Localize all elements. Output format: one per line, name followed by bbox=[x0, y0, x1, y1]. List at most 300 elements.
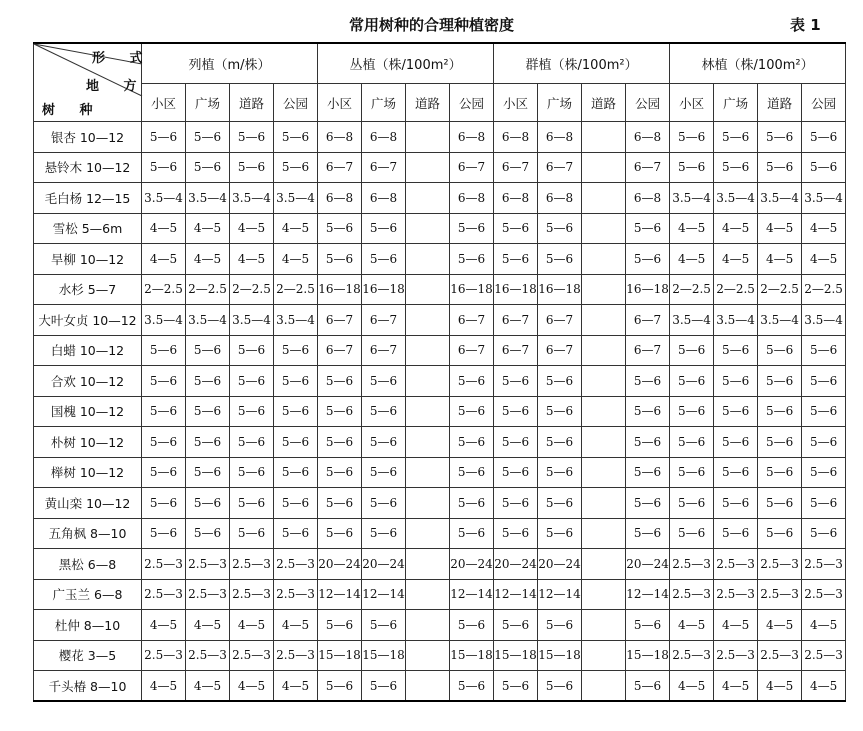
density-cell: 5—6 bbox=[274, 488, 318, 519]
table-row bbox=[34, 610, 846, 641]
density-cell: 5—6 bbox=[450, 610, 494, 641]
density-cell: 16—18 bbox=[318, 274, 362, 305]
density-cell: 3.5—4 bbox=[230, 305, 274, 336]
group-header-group-planting: 群植（株/100m²） bbox=[494, 43, 670, 84]
density-cell: 6—7 bbox=[450, 152, 494, 183]
density-cell: 5—6 bbox=[494, 244, 538, 275]
table-row bbox=[34, 183, 846, 214]
density-cell: 5—6 bbox=[274, 152, 318, 183]
table-row bbox=[34, 457, 846, 488]
density-cell: 2.5—3 bbox=[186, 640, 230, 671]
table-row bbox=[34, 518, 846, 549]
density-cell: 5—6 bbox=[186, 152, 230, 183]
density-cell: 5—6 bbox=[362, 427, 406, 458]
density-cell: 2—2.5 bbox=[714, 274, 758, 305]
density-cell: 5—6 bbox=[802, 366, 846, 397]
density-cell: 5—6 bbox=[318, 396, 362, 427]
species-name-cell: 合欢 10—12 bbox=[34, 366, 142, 397]
density-cell: 3.5—4 bbox=[142, 183, 186, 214]
density-cell bbox=[582, 457, 626, 488]
density-cell: 5—6 bbox=[318, 610, 362, 641]
density-cell: 5—6 bbox=[186, 427, 230, 458]
density-cell: 2.5—3 bbox=[802, 549, 846, 580]
group-header-row-planting: 列植（m/株） bbox=[142, 43, 318, 84]
density-cell bbox=[406, 244, 450, 275]
density-cell: 2.5—3 bbox=[758, 640, 802, 671]
density-cell bbox=[582, 610, 626, 641]
subheader-cell: 小区 bbox=[142, 84, 186, 122]
density-cell: 5—6 bbox=[186, 335, 230, 366]
density-cell: 5—6 bbox=[714, 518, 758, 549]
density-cell: 6—8 bbox=[450, 183, 494, 214]
density-cell bbox=[406, 579, 450, 610]
species-name-cell: 樱花 3—5 bbox=[34, 640, 142, 671]
density-cell: 6—7 bbox=[318, 305, 362, 336]
subheader-cell: 道路 bbox=[758, 84, 802, 122]
density-cell: 5—6 bbox=[142, 427, 186, 458]
density-cell bbox=[582, 213, 626, 244]
density-cell: 5—6 bbox=[274, 335, 318, 366]
density-cell: 5—6 bbox=[142, 366, 186, 397]
density-cell: 2.5—3 bbox=[274, 549, 318, 580]
density-cell: 5—6 bbox=[230, 366, 274, 397]
density-cell: 5—6 bbox=[142, 152, 186, 183]
density-cell: 20—24 bbox=[318, 549, 362, 580]
density-cell: 5—6 bbox=[450, 396, 494, 427]
density-cell: 6—7 bbox=[538, 152, 582, 183]
density-cell: 6—8 bbox=[318, 183, 362, 214]
density-cell: 2.5—3 bbox=[274, 640, 318, 671]
density-cell: 5—6 bbox=[230, 518, 274, 549]
density-cell: 4—5 bbox=[274, 610, 318, 641]
density-cell: 4—5 bbox=[230, 244, 274, 275]
density-cell: 4—5 bbox=[142, 244, 186, 275]
density-cell: 5—6 bbox=[230, 427, 274, 458]
density-cell: 2—2.5 bbox=[802, 274, 846, 305]
density-cell: 6—7 bbox=[318, 152, 362, 183]
density-cell: 2.5—3 bbox=[714, 579, 758, 610]
density-cell: 5—6 bbox=[450, 518, 494, 549]
density-cell bbox=[406, 183, 450, 214]
density-cell: 5—6 bbox=[714, 396, 758, 427]
density-cell: 6—8 bbox=[538, 122, 582, 153]
density-cell: 5—6 bbox=[626, 457, 670, 488]
species-name-cell: 大叶女贞 10—12 bbox=[34, 305, 142, 336]
density-cell: 16—18 bbox=[450, 274, 494, 305]
density-cell: 6—7 bbox=[362, 152, 406, 183]
density-cell: 5—6 bbox=[318, 457, 362, 488]
density-cell: 5—6 bbox=[274, 122, 318, 153]
species-name-cell: 广玉兰 6—8 bbox=[34, 579, 142, 610]
density-cell: 5—6 bbox=[494, 457, 538, 488]
density-cell: 5—6 bbox=[230, 335, 274, 366]
density-cell bbox=[406, 396, 450, 427]
density-cell: 5—6 bbox=[274, 366, 318, 397]
density-cell: 5—6 bbox=[538, 488, 582, 519]
density-cell: 4—5 bbox=[274, 671, 318, 702]
density-cell: 5—6 bbox=[714, 335, 758, 366]
density-cell bbox=[406, 122, 450, 153]
density-cell: 4—5 bbox=[802, 671, 846, 702]
species-name-cell: 黑松 6—8 bbox=[34, 549, 142, 580]
density-cell: 2.5—3 bbox=[714, 549, 758, 580]
density-cell bbox=[582, 122, 626, 153]
density-cell: 3.5—4 bbox=[186, 305, 230, 336]
density-cell: 2.5—3 bbox=[230, 640, 274, 671]
density-cell: 15—18 bbox=[362, 640, 406, 671]
density-cell: 5—6 bbox=[362, 518, 406, 549]
corner-label-form: 形 式 bbox=[92, 51, 153, 66]
density-cell: 5—6 bbox=[450, 671, 494, 702]
density-cell: 16—18 bbox=[538, 274, 582, 305]
density-cell: 5—6 bbox=[714, 122, 758, 153]
table-row bbox=[34, 366, 846, 397]
density-cell: 5—6 bbox=[802, 518, 846, 549]
density-cell: 4—5 bbox=[230, 610, 274, 641]
density-cell: 4—5 bbox=[802, 244, 846, 275]
density-cell bbox=[582, 518, 626, 549]
density-cell: 6—8 bbox=[494, 122, 538, 153]
density-cell: 5—6 bbox=[494, 396, 538, 427]
table-row bbox=[34, 549, 846, 580]
density-cell: 4—5 bbox=[758, 244, 802, 275]
table-title: 常用树种的合理种植密度 bbox=[348, 16, 514, 34]
subheader-cell: 广场 bbox=[186, 84, 230, 122]
density-cell: 12—14 bbox=[450, 579, 494, 610]
density-cell: 16—18 bbox=[626, 274, 670, 305]
density-cell: 5—6 bbox=[758, 335, 802, 366]
density-cell bbox=[582, 274, 626, 305]
density-cell: 5—6 bbox=[450, 427, 494, 458]
density-cell: 2.5—3 bbox=[274, 579, 318, 610]
density-cell: 2—2.5 bbox=[758, 274, 802, 305]
density-cell: 5—6 bbox=[626, 671, 670, 702]
density-cell: 5—6 bbox=[274, 427, 318, 458]
density-cell: 5—6 bbox=[670, 488, 714, 519]
density-cell: 2.5—3 bbox=[142, 549, 186, 580]
density-cell: 5—6 bbox=[538, 396, 582, 427]
density-cell: 6—8 bbox=[494, 183, 538, 214]
density-cell: 5—6 bbox=[626, 366, 670, 397]
density-cell: 5—6 bbox=[186, 457, 230, 488]
subheader-cell: 广场 bbox=[714, 84, 758, 122]
density-cell: 6—7 bbox=[318, 335, 362, 366]
density-cell: 16—18 bbox=[494, 274, 538, 305]
density-cell bbox=[406, 152, 450, 183]
density-cell: 5—6 bbox=[670, 518, 714, 549]
density-cell: 5—6 bbox=[494, 518, 538, 549]
density-cell: 4—5 bbox=[670, 610, 714, 641]
density-cell: 6—7 bbox=[538, 335, 582, 366]
density-cell: 2.5—3 bbox=[758, 549, 802, 580]
density-cell: 5—6 bbox=[494, 610, 538, 641]
density-cell bbox=[406, 488, 450, 519]
density-cell: 6—8 bbox=[626, 183, 670, 214]
density-cell: 2.5—3 bbox=[230, 549, 274, 580]
density-cell: 5—6 bbox=[274, 518, 318, 549]
density-cell: 5—6 bbox=[802, 488, 846, 519]
density-cell: 6—7 bbox=[450, 335, 494, 366]
density-cell: 12—14 bbox=[362, 579, 406, 610]
density-cell: 20—24 bbox=[494, 549, 538, 580]
density-cell bbox=[582, 152, 626, 183]
density-cell: 2—2.5 bbox=[230, 274, 274, 305]
subheader-cell: 公园 bbox=[802, 84, 846, 122]
density-cell: 5—6 bbox=[142, 457, 186, 488]
subheader-cell: 小区 bbox=[318, 84, 362, 122]
subheader-row bbox=[34, 84, 846, 122]
density-cell: 6—8 bbox=[362, 183, 406, 214]
density-cell bbox=[582, 183, 626, 214]
density-cell: 5—6 bbox=[362, 457, 406, 488]
density-cell: 5—6 bbox=[538, 610, 582, 641]
density-cell: 2.5—3 bbox=[670, 640, 714, 671]
density-cell: 3.5—4 bbox=[186, 183, 230, 214]
density-cell: 15—18 bbox=[450, 640, 494, 671]
density-cell: 5—6 bbox=[714, 488, 758, 519]
density-table bbox=[33, 42, 846, 702]
density-cell: 5—6 bbox=[142, 122, 186, 153]
density-cell: 3.5—4 bbox=[670, 305, 714, 336]
density-cell: 12—14 bbox=[538, 579, 582, 610]
density-cell: 6—7 bbox=[538, 305, 582, 336]
density-cell bbox=[406, 457, 450, 488]
density-cell bbox=[582, 671, 626, 702]
density-cell: 5—6 bbox=[494, 488, 538, 519]
density-cell: 5—6 bbox=[186, 488, 230, 519]
density-cell: 4—5 bbox=[142, 671, 186, 702]
density-cell bbox=[582, 335, 626, 366]
density-cell bbox=[406, 213, 450, 244]
density-cell: 2.5—3 bbox=[802, 640, 846, 671]
density-cell: 3.5—4 bbox=[274, 305, 318, 336]
density-cell: 12—14 bbox=[318, 579, 362, 610]
density-cell bbox=[582, 244, 626, 275]
species-name-cell: 榉树 10—12 bbox=[34, 457, 142, 488]
density-cell: 2—2.5 bbox=[186, 274, 230, 305]
corner-header-cell bbox=[34, 43, 153, 122]
density-cell: 4—5 bbox=[186, 610, 230, 641]
density-cell: 5—6 bbox=[802, 152, 846, 183]
subheader-cell: 广场 bbox=[362, 84, 406, 122]
density-cell: 5—6 bbox=[714, 457, 758, 488]
density-cell: 15—18 bbox=[494, 640, 538, 671]
density-cell: 12—14 bbox=[626, 579, 670, 610]
density-cell bbox=[582, 305, 626, 336]
density-cell: 2.5—3 bbox=[714, 640, 758, 671]
density-cell: 5—6 bbox=[230, 396, 274, 427]
density-cell: 5—6 bbox=[450, 366, 494, 397]
species-name-cell: 千头椿 8—10 bbox=[34, 671, 142, 702]
density-cell: 5—6 bbox=[626, 244, 670, 275]
density-cell: 5—6 bbox=[318, 518, 362, 549]
density-cell: 2.5—3 bbox=[186, 549, 230, 580]
density-cell: 4—5 bbox=[142, 610, 186, 641]
species-name-cell: 雪松 5—6m bbox=[34, 213, 142, 244]
density-cell: 5—6 bbox=[362, 244, 406, 275]
density-cell: 5—6 bbox=[538, 213, 582, 244]
density-cell: 5—6 bbox=[186, 366, 230, 397]
density-cell: 5—6 bbox=[802, 335, 846, 366]
density-cell: 5—6 bbox=[670, 122, 714, 153]
density-cell: 4—5 bbox=[714, 610, 758, 641]
density-cell: 5—6 bbox=[450, 244, 494, 275]
density-cell: 2—2.5 bbox=[670, 274, 714, 305]
density-cell: 6—8 bbox=[626, 122, 670, 153]
density-cell: 5—6 bbox=[802, 457, 846, 488]
species-name-cell: 白蜡 10—12 bbox=[34, 335, 142, 366]
density-cell: 20—24 bbox=[626, 549, 670, 580]
density-cell: 5—6 bbox=[758, 152, 802, 183]
density-cell: 4—5 bbox=[230, 671, 274, 702]
density-cell: 5—6 bbox=[626, 610, 670, 641]
density-cell: 6—8 bbox=[450, 122, 494, 153]
table-body bbox=[34, 122, 846, 702]
density-cell: 2.5—3 bbox=[670, 549, 714, 580]
density-cell bbox=[406, 640, 450, 671]
density-cell: 5—6 bbox=[362, 671, 406, 702]
density-cell: 5—6 bbox=[450, 488, 494, 519]
species-name-cell: 黄山栾 10—12 bbox=[34, 488, 142, 519]
density-cell: 2.5—3 bbox=[670, 579, 714, 610]
density-cell: 5—6 bbox=[494, 671, 538, 702]
group-header-cluster-planting: 丛植（株/100m²） bbox=[318, 43, 494, 84]
table-row bbox=[34, 640, 846, 671]
species-name-cell: 国槐 10—12 bbox=[34, 396, 142, 427]
density-cell: 4—5 bbox=[670, 244, 714, 275]
density-cell: 5—6 bbox=[758, 457, 802, 488]
density-cell: 4—5 bbox=[274, 244, 318, 275]
density-cell: 5—6 bbox=[142, 488, 186, 519]
density-cell bbox=[582, 640, 626, 671]
table-row bbox=[34, 152, 846, 183]
density-cell: 4—5 bbox=[758, 671, 802, 702]
density-cell: 5—6 bbox=[494, 427, 538, 458]
density-cell: 5—6 bbox=[362, 366, 406, 397]
density-cell: 5—6 bbox=[802, 427, 846, 458]
density-cell: 4—5 bbox=[274, 213, 318, 244]
density-cell: 3.5—4 bbox=[142, 305, 186, 336]
density-cell: 2.5—3 bbox=[186, 579, 230, 610]
table-row bbox=[34, 335, 846, 366]
density-cell: 6—8 bbox=[362, 122, 406, 153]
density-cell: 5—6 bbox=[758, 488, 802, 519]
density-cell: 5—6 bbox=[670, 335, 714, 366]
density-cell bbox=[406, 366, 450, 397]
subheader-cell: 公园 bbox=[626, 84, 670, 122]
table-row bbox=[34, 274, 846, 305]
density-cell bbox=[406, 610, 450, 641]
density-cell: 6—7 bbox=[626, 305, 670, 336]
table-row bbox=[34, 427, 846, 458]
density-cell: 4—5 bbox=[186, 671, 230, 702]
subheader-cell: 小区 bbox=[494, 84, 538, 122]
density-cell: 5—6 bbox=[318, 427, 362, 458]
density-cell: 5—6 bbox=[362, 396, 406, 427]
species-name-cell: 水杉 5—7 bbox=[34, 274, 142, 305]
species-name-cell: 毛白杨 12—15 bbox=[34, 183, 142, 214]
table-row bbox=[34, 396, 846, 427]
density-cell: 5—6 bbox=[626, 518, 670, 549]
density-cell: 4—5 bbox=[802, 610, 846, 641]
density-cell: 15—18 bbox=[626, 640, 670, 671]
table-row bbox=[34, 671, 846, 702]
density-cell: 5—6 bbox=[450, 213, 494, 244]
density-cell: 3.5—4 bbox=[758, 183, 802, 214]
density-cell: 5—6 bbox=[758, 396, 802, 427]
density-cell: 4—5 bbox=[670, 213, 714, 244]
density-cell bbox=[582, 396, 626, 427]
density-cell: 6—8 bbox=[318, 122, 362, 153]
density-cell: 20—24 bbox=[362, 549, 406, 580]
density-cell: 5—6 bbox=[274, 396, 318, 427]
density-cell: 5—6 bbox=[318, 244, 362, 275]
density-cell: 5—6 bbox=[538, 671, 582, 702]
species-name-cell: 五角枫 8—10 bbox=[34, 518, 142, 549]
density-cell: 5—6 bbox=[714, 152, 758, 183]
density-cell: 5—6 bbox=[538, 518, 582, 549]
density-cell: 4—5 bbox=[670, 671, 714, 702]
density-cell bbox=[582, 366, 626, 397]
table-row bbox=[34, 122, 846, 153]
density-cell: 6—7 bbox=[494, 305, 538, 336]
density-cell bbox=[406, 274, 450, 305]
density-cell: 2.5—3 bbox=[758, 579, 802, 610]
density-cell: 4—5 bbox=[714, 671, 758, 702]
density-cell: 4—5 bbox=[142, 213, 186, 244]
density-cell: 5—6 bbox=[670, 427, 714, 458]
density-cell: 3.5—4 bbox=[670, 183, 714, 214]
density-cell: 5—6 bbox=[494, 366, 538, 397]
density-cell: 4—5 bbox=[758, 610, 802, 641]
density-cell: 4—5 bbox=[230, 213, 274, 244]
density-cell: 3.5—4 bbox=[230, 183, 274, 214]
table-row bbox=[34, 488, 846, 519]
density-cell: 5—6 bbox=[670, 366, 714, 397]
table-row bbox=[34, 213, 846, 244]
subheader-cell: 道路 bbox=[582, 84, 626, 122]
table-row bbox=[34, 305, 846, 336]
density-cell bbox=[406, 549, 450, 580]
density-cell: 6—7 bbox=[494, 335, 538, 366]
density-cell: 2.5—3 bbox=[802, 579, 846, 610]
density-cell: 6—7 bbox=[362, 335, 406, 366]
density-cell: 5—6 bbox=[626, 488, 670, 519]
density-cell: 5—6 bbox=[318, 488, 362, 519]
density-cell: 5—6 bbox=[670, 396, 714, 427]
density-cell: 5—6 bbox=[758, 427, 802, 458]
density-cell: 4—5 bbox=[186, 213, 230, 244]
subheader-cell: 道路 bbox=[406, 84, 450, 122]
density-cell bbox=[406, 427, 450, 458]
density-cell: 5—6 bbox=[758, 122, 802, 153]
table-row bbox=[34, 579, 846, 610]
density-cell: 3.5—4 bbox=[802, 183, 846, 214]
density-cell: 5—6 bbox=[230, 457, 274, 488]
density-cell: 5—6 bbox=[274, 457, 318, 488]
density-cell: 5—6 bbox=[670, 152, 714, 183]
table-row bbox=[34, 244, 846, 275]
density-cell: 5—6 bbox=[318, 671, 362, 702]
density-cell: 6—7 bbox=[362, 305, 406, 336]
table-number: 表 1 bbox=[790, 16, 821, 34]
density-cell bbox=[582, 488, 626, 519]
density-cell: 6—8 bbox=[538, 183, 582, 214]
density-cell: 6—7 bbox=[494, 152, 538, 183]
density-cell: 5—6 bbox=[802, 122, 846, 153]
subheader-cell: 广场 bbox=[538, 84, 582, 122]
density-cell: 5—6 bbox=[318, 366, 362, 397]
